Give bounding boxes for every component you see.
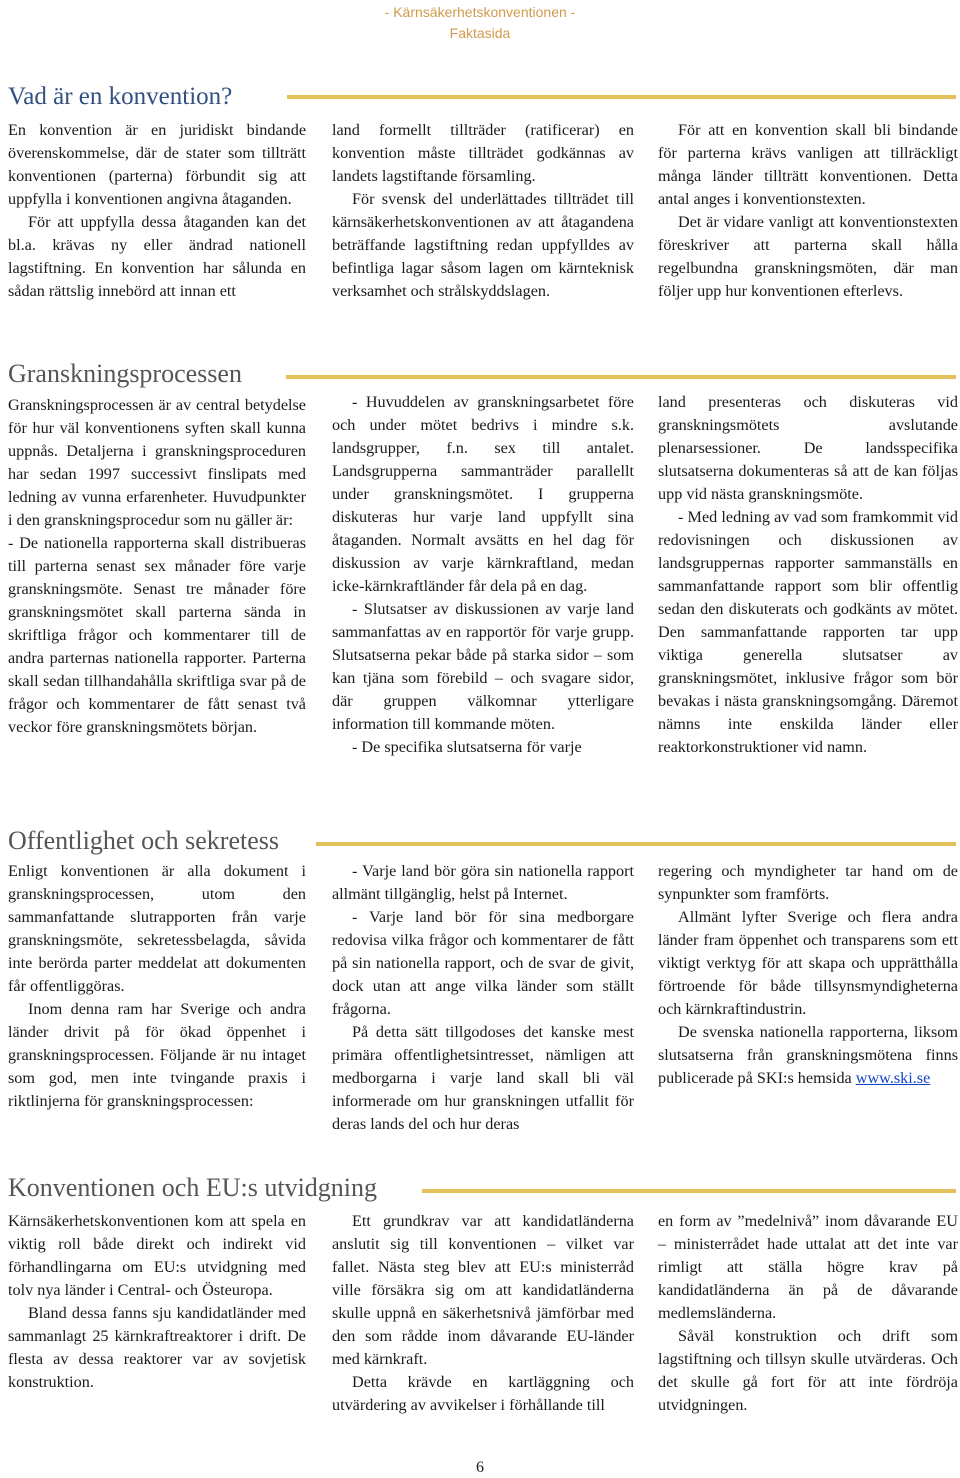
paragraph: regering och myndigheter tar hand om de synpunkter som framförts.: [658, 862, 958, 903]
section-title-granskningsprocessen: Granskningsprocessen: [8, 359, 242, 388]
paragraph: Enligt konventionen är alla dokument i granskningsprocessen, utom den sammanfattande slutrapporten från varje granskningsmöte, sekretessbelagda, såvida inte berörda parter meddelat att dokumenten får offentliggöras.: [8, 862, 306, 995]
paragraph: land presenteras och diskuteras vid granskningsmötets avslutande plenarsessioner. De landsspecifika slutsatserna dokumenteras så att de kan följas upp vid nästa granskningsmöte.: [658, 393, 958, 503]
page-number: 6: [476, 1459, 484, 1476]
section-title-vad-ar-en-konvention: Vad är en konvention?: [8, 83, 233, 110]
paragraph: För att en konvention skall bli bindande för parterna krävs vanligen att tillräckligt många länder tillträtt konventionen. Detta antal anges i konventionstexten.: [658, 121, 958, 208]
paragraph: - Varje land bör för sina medborgare redovisa vilka frågor och kommentarer de fått på sin nationella rapport, och de svar de givit, dock utan att ange vilka länder som ställt frågorna.: [332, 908, 634, 1018]
paragraph: [658, 1021, 958, 1090]
paragraph: - Varje land bör göra sin nationella rapport allmänt tillgänglig, helst på Internet.: [332, 862, 634, 903]
paragraph: På detta sätt tillgodoses det kanske mest primära offentlighetsintresset, nämligen att medborgarna i varje land skall bli väl informerade om hur granskningen utfallit för deras lands del och hur deras: [332, 1023, 634, 1133]
section-rule: [287, 95, 956, 99]
paragraph: - De specifika slutsatserna för varje: [352, 738, 582, 756]
header-line-1: - Kärnsäkerhetskonventionen -: [384, 4, 576, 20]
paragraph: - Slutsatser av diskussionen av varje land sammanfattas av en rapportör för varje grupp. Slutsatserna pekar både på starka sidor – som kan tjäna som förebild – och svagare sidor, där gruppen välkomnar ytterligare information till kommande möten.: [332, 600, 634, 733]
section-3-column-3: [658, 860, 958, 1090]
section-1-column-3: [658, 119, 958, 303]
section-rule: [286, 375, 956, 379]
paragraph: Såväl konstruktion och drift som lagstiftning och tillsyn skulle utvärderas. Och det skulle gå fort för att inte fördröja utvidgningen.: [658, 1327, 958, 1414]
section-2-column-1: [8, 394, 306, 739]
paragraph: Ett grundkrav var att kandidatländerna anslutit sig till konventionen – vilket var fallet. Nästa steg blev att EU:s ministerråd ville försäkra sig om att kandidatländerna skulle uppnå en säkerhetsnivå jämförbar med den som rådde inom dåvarande EU-länder med kärnkraft.: [332, 1212, 634, 1368]
section-3-column-2: [332, 860, 634, 1136]
section-2-column-3: [658, 391, 958, 759]
section-4-column-2: [332, 1210, 634, 1417]
ski-website-link[interactable]: www.ski.se: [855, 1069, 931, 1087]
paragraph: För svensk del underlättades tillträdet till kärnsäkerhetskonventionen av att åtagandena beträffande lagstiftning redan uppfylldes av befintliga lagar såsom lagen om kärnteknisk verksamhet och strålskyddslagen.: [332, 190, 634, 300]
section-1-column-1: [8, 119, 306, 303]
section-4-column-3: [658, 1210, 958, 1417]
paragraph: Granskningsprocessen är av central betydelse för hur väl konventionens syften skall kunna uppnås. Detaljerna i granskningsproceduren har sedan 1997 successivt finslipats med ledning av vunna erfarenheter. Huvudpunkter i den granskningsprocedur som nu gäller är:: [8, 396, 306, 529]
running-header: [300, 2, 660, 44]
paragraph: - Med ledning av vad som framkommit vid redovisningen och diskussionen av landsgruppernas rapporter sammanställs en sammanfattande rapport som blir offentlig sedan den diskuterats och godkänts av mötet. Den sammanfattande rapporten tar upp viktiga generella slutsatser av granskningsmötet, inklusive frågor som bör bevakas i nästa granskningsomgång. Däremot nämns inte enskilda länder eller reaktorkonstruktioner vid namn.: [658, 508, 958, 756]
section-title-konventionen-och-eus-utvidgning: Konventionen och EU:s utvidgning: [8, 1173, 378, 1202]
paragraph: - De nationella rapporterna skall distribueras till parterna senast sex månader före varje granskningsmöte. Senast tre månader före granskningsmötet skall parterna sända in skriftliga frågor och kommentarer till de andra parternas nationella rapporter. Parterna skall sedan tillhandahålla skriftliga svar på de frågor och kommentarer de fått senast två veckor före granskningsmötets början.: [8, 534, 306, 736]
paragraph: - Huvuddelen av granskningsarbetet före och under mötet bedrivs i mindre s.k. landsgrupper, f.n. sex till antalet. Landsgrupperna sammanträder parallellt under granskningsmötet. I grupperna diskuteras hur varje land uppfyllt sina åtaganden. Normalt avsätts en hel dag för diskussion av varje kärnkraftland, medan icke-kärnkraftländer får dela på en dag.: [332, 393, 634, 595]
paragraph: Inom denna ram har Sverige och andra länder drivit på för ökad öppenhet i granskningsprocessen. Följande är nu intaget som god, men inte tvingande praxis i riktlinjerna för granskningsprocessen:: [8, 1000, 306, 1110]
section-rule: [316, 842, 956, 846]
section-rule: [422, 1189, 956, 1193]
paragraph: Detta krävde en kartläggning och utvärdering av avvikelser i förhållande till: [332, 1373, 634, 1414]
paragraph: land formellt tillträder (ratificerar) en konvention måste tillträdet godkännas av landets lagstiftande församling.: [332, 121, 634, 185]
section-1-column-2: [332, 119, 634, 303]
paragraph: En konvention är en juridiskt bindande överenskommelse, där de stater som tillträtt konventionen (parterna) förbundit sig att uppfylla i konventionen angivna åtaganden.: [8, 121, 306, 208]
section-4-column-1: [8, 1210, 306, 1394]
paragraph: För att uppfylla dessa åtaganden kan det bl.a. krävas ny eller ändrad nationell lagstiftning. En konvention har sålunda en sådan rättslig innebörd att innan ett: [8, 213, 306, 300]
section-2-column-2: [332, 391, 634, 759]
section-3-column-1: [8, 860, 306, 1113]
paragraph: en form av ”medelnivå” inom dåvarande EU – ministerrådet hade uttalat att det inte var rimligt att ställa högre krav på kandidatländerna än på de dåvarande medlemsländerna.: [658, 1212, 958, 1322]
paragraph: Det är vidare vanligt att konventionstexten föreskriver att parterna skall hålla regelbundna granskningsmöten, där man följer upp hur konventionen efterlevs.: [658, 213, 958, 300]
header-line-2: Faktasida: [449, 25, 511, 41]
section-title-offentlighet-och-sekretess: Offentlighet och sekretess: [8, 826, 279, 855]
paragraph-text: De svenska nationella rapporterna, liksom slutsatserna från granskningsmötena finns publicerade på SKI:s hemsida: [658, 1023, 958, 1087]
paragraph: Allmänt lyfter Sverige och flera andra länder fram öppenhet och transparens som ett viktigt verktyg för att skapa och upprätthålla förtroende för både tillsynsmyndigheterna och kärnkraftindustrin.: [658, 908, 958, 1018]
paragraph: Bland dessa fanns sju kandidatländer med sammanlagt 25 kärnkraftreaktorer i drift. De flesta av dessa reaktorer var av sovjetisk konstruktion.: [8, 1304, 306, 1391]
paragraph: Kärnsäkerhetskonventionen kom att spela en viktig roll både direkt och indirekt vid förhandlingarna om EU:s utvidgning med tolv nya länder i Central- och Östeuropa.: [8, 1212, 306, 1299]
